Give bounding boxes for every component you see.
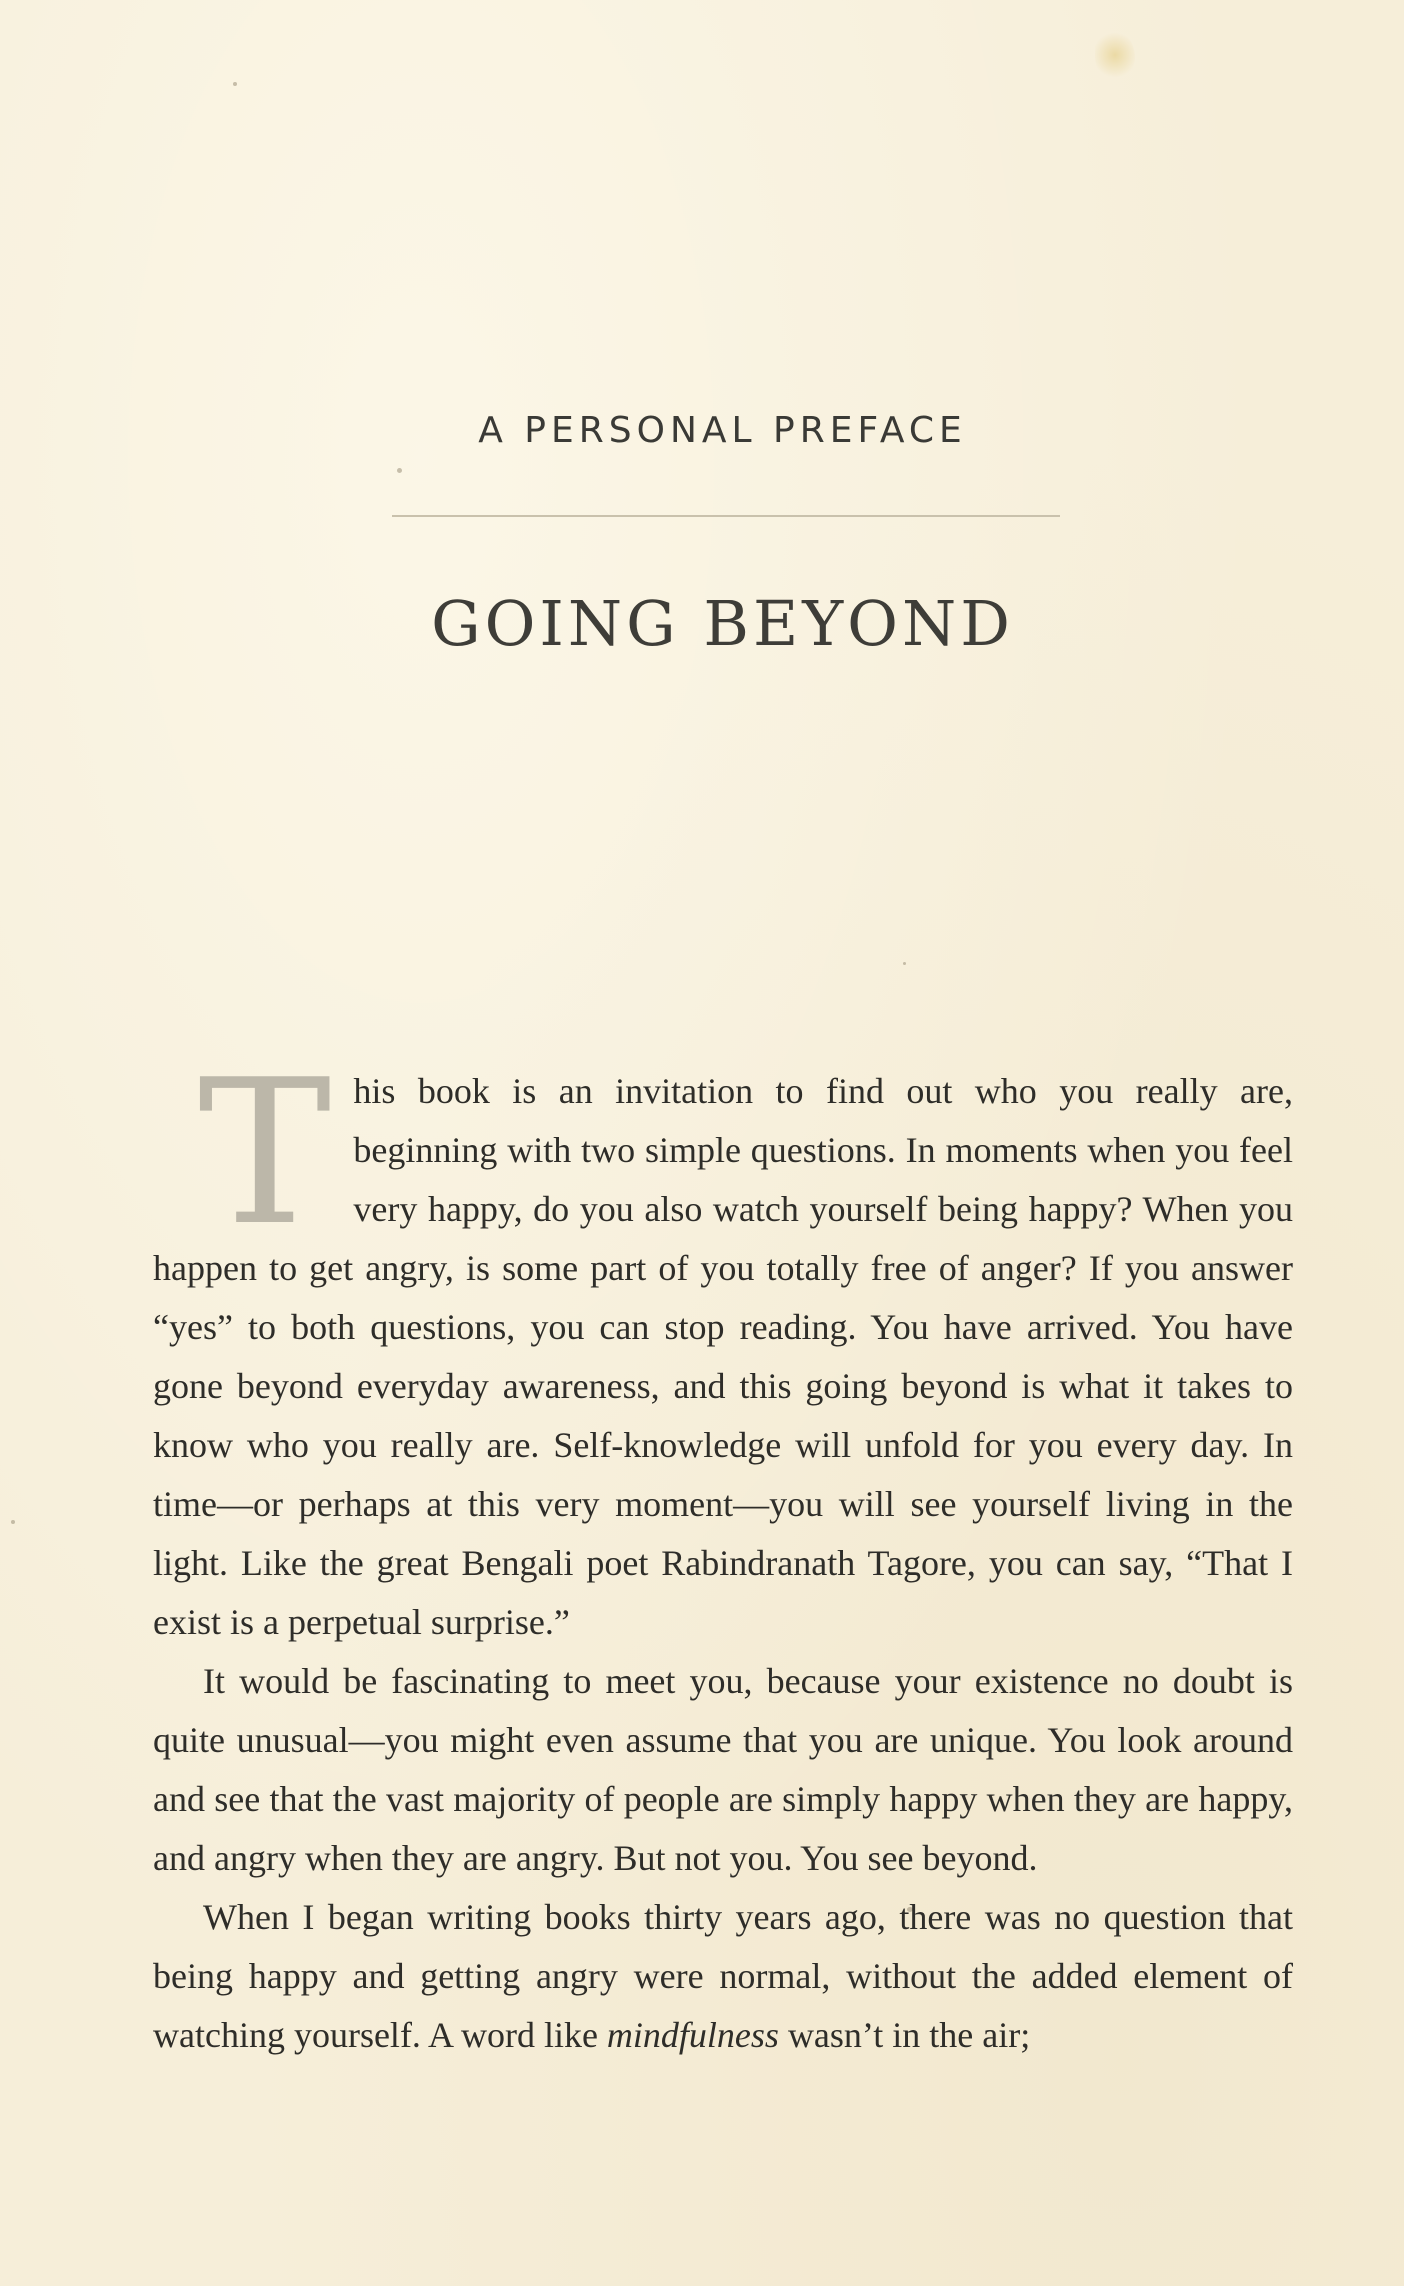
paper-speck	[397, 468, 402, 473]
paragraph-text: wasn’t in the air;	[778, 2015, 1031, 2055]
drop-cap: T	[198, 1037, 332, 1270]
paragraph	[153, 1888, 1293, 2065]
paragraph	[153, 1037, 1293, 1652]
paper-stain	[1095, 30, 1135, 80]
paper-speck	[903, 962, 906, 965]
title-divider	[392, 515, 1060, 517]
italic-term: mindfulness	[606, 2015, 779, 2055]
paragraph-text: When I began writing books thirty years ago, there was no question that being happy and getting angry were normal, without the added element of watching yourself. A word like	[153, 1897, 1293, 2055]
paragraph-text: his book is an invitation to find out who you really are, beginning with two simple questions. In moments when you feel very happy, do you also watch yourself being happy? When you happen to get angry, is some part of you totally free of anger? If you answer “yes” to both questions, you can stop reading. You have arrived. You have gone beyond everyday awareness, and this going beyond is what it takes to know who you really are. Self-knowledge will unfold for you every day. In time—or perhaps at this very moment—you will see yourself living in the light. Like the great Bengali poet Rabindranath Tagore, you can say, “That I exist is a perpetual surprise.”	[153, 1071, 1293, 1642]
paper-speck	[11, 1520, 15, 1524]
paragraph: It would be fascinating to meet you, because your existence no doubt is quite unusual—you might even assume that you are unique. You look around and see that the vast majority of people are simply happy when they are happy, and angry when they are angry. But not you. You see beyond.	[153, 1661, 1293, 1878]
chapter-kicker: A PERSONAL PREFACE	[478, 410, 967, 451]
chapter-title: GOING BEYOND	[431, 587, 1014, 660]
body-text	[153, 1037, 1293, 2065]
paper-speck	[233, 82, 237, 86]
